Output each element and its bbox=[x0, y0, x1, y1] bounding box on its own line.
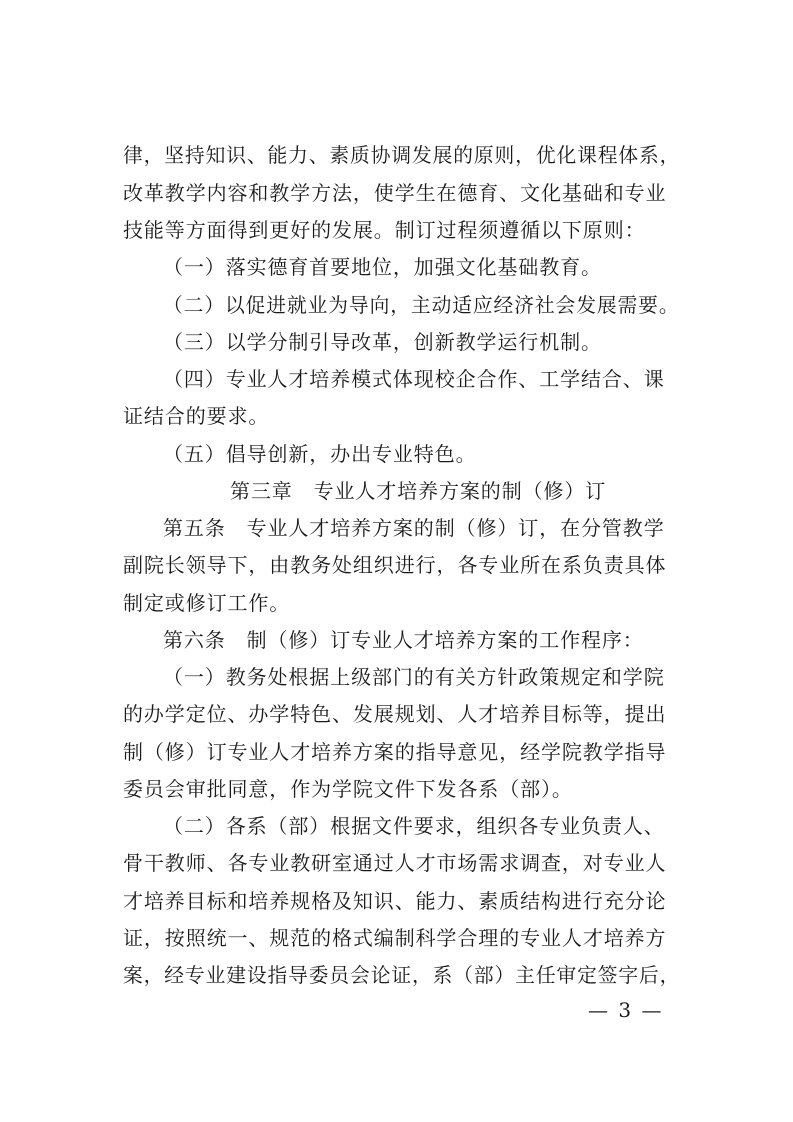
body-text-line: 的办学定位、办学特色、发展规划、人才培养目标等，提出 bbox=[123, 702, 667, 726]
body-text-line: 才培养目标和培养规格及知识、能力、素质结构进行充分论 bbox=[123, 889, 667, 913]
body-text-line: 律，坚持知识、能力、素质协调发展的原则，优化课程体系， bbox=[123, 143, 681, 167]
body-text-line: 制定或修订工作。 bbox=[123, 591, 291, 615]
body-text-line: 制（修）订专业人才培养方案的指导意见，经学院教学指导 bbox=[123, 740, 667, 764]
body-text-line: 证，按照统一、规范的格式编制科学合理的专业人才培养方 bbox=[123, 926, 667, 950]
body-text-line: （四）专业人才培养模式体现校企合作、工学结合、课 bbox=[163, 367, 665, 391]
body-text-line: 改革教学内容和教学方法，使学生在德育、文化基础和专业 bbox=[123, 181, 667, 205]
body-text-line: 案，经专业建设指导委员会论证，系（部）主任审定签字后， bbox=[123, 963, 681, 987]
body-text-line: （二）各系（部）根据文件要求，组织各专业负责人、 bbox=[163, 814, 665, 838]
body-text-line: （二）以促进就业为导向，主动适应经济社会发展需要。 bbox=[163, 293, 680, 317]
body-text-line: 第六条 制（修）订专业人才培养方案的工作程序： bbox=[163, 628, 644, 652]
body-text-line: 委员会审批同意，作为学院文件下发各系（部）。 bbox=[123, 777, 573, 801]
chapter-heading: 第三章 专业人才培养方案的制（修）订 bbox=[230, 479, 607, 503]
body-text-line: 证结合的要求。 bbox=[123, 404, 270, 428]
body-text-line: （五）倡导创新，办出专业特色。 bbox=[163, 442, 477, 466]
body-text-line: 副院长领导下，由教务处组织进行，各专业所在系负责具体 bbox=[123, 553, 667, 577]
body-text-line: （一）教务处根据上级部门的有关方针政策规定和学院 bbox=[163, 665, 665, 689]
body-text-line: （一）落实德育首要地位，加强文化基础教育。 bbox=[163, 255, 602, 279]
body-text-line: （三）以学分制引导改革，创新教学运行机制。 bbox=[163, 330, 602, 354]
body-text-line: 技能等方面得到更好的发展。制订过程须遵循以下原则： bbox=[123, 218, 646, 242]
body-text-line: 第五条 专业人才培养方案的制（修）订，在分管教学 bbox=[163, 516, 665, 540]
page-number: — 3 — bbox=[588, 998, 664, 1022]
body-text-line: 骨干教师、各专业教研室通过人才市场需求调查，对专业人 bbox=[123, 851, 667, 875]
